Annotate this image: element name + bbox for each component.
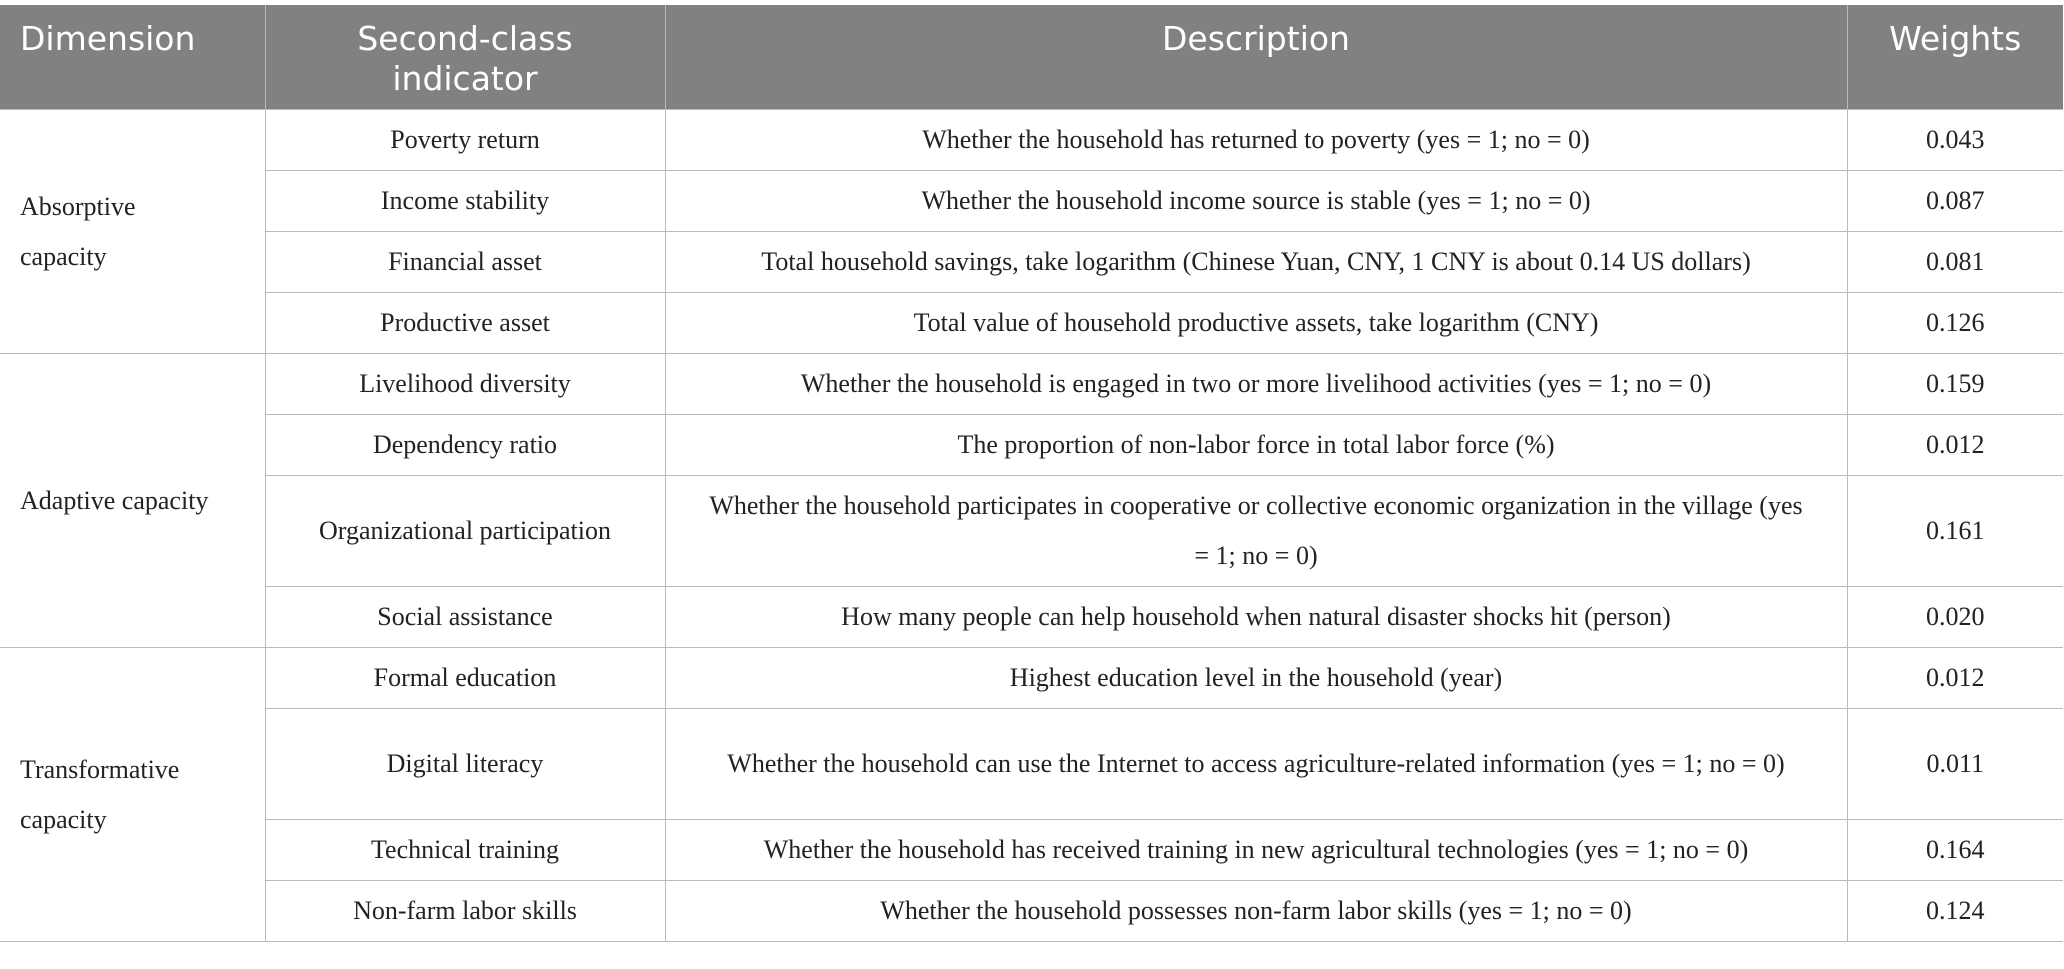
dimension-cell <box>0 110 265 354</box>
indicator-cell: Livelihood diversity <box>265 354 665 415</box>
indicator-cell: Dependency ratio <box>265 415 665 476</box>
weight-cell: 0.020 <box>1847 587 2063 648</box>
weight-cell: 0.012 <box>1847 415 2063 476</box>
description-cell: Whether the household has returned to poverty (yes = 1; no = 0) <box>665 110 1847 171</box>
indicator-cell: Poverty return <box>265 110 665 171</box>
weight-cell: 0.159 <box>1847 354 2063 415</box>
header-row <box>0 5 2063 110</box>
indicator-table <box>0 5 2063 942</box>
indicator-cell: Non-farm labor skills <box>265 881 665 942</box>
header-indicator: Second-class indicator <box>265 5 665 110</box>
description-cell: Whether the household possesses non-farm labor skills (yes = 1; no = 0) <box>665 881 1847 942</box>
weight-cell: 0.081 <box>1847 232 2063 293</box>
weight-cell: 0.161 <box>1847 476 2063 587</box>
dimension-label: Transformative capacity <box>20 754 180 834</box>
table-row <box>0 293 2063 354</box>
indicator-cell: Organizational participation <box>265 476 665 587</box>
table-header <box>0 5 2063 110</box>
table-row <box>0 820 2063 881</box>
description-cell: The proportion of non-labor force in total labor force (%) <box>665 415 1847 476</box>
table-row <box>0 232 2063 293</box>
weight-cell: 0.043 <box>1847 110 2063 171</box>
weight-cell: 0.124 <box>1847 881 2063 942</box>
table-row <box>0 110 2063 171</box>
table-row <box>0 476 2063 587</box>
description-cell: Whether the household can use the Internet to access agriculture-related information (yes = 1; no = 0) <box>665 709 1847 820</box>
weight-cell: 0.087 <box>1847 171 2063 232</box>
table-row <box>0 415 2063 476</box>
indicator-cell: Formal education <box>265 648 665 709</box>
description-cell: Total household savings, take logarithm (Chinese Yuan, CNY, 1 CNY is about 0.14 US dollars) <box>665 232 1847 293</box>
table-row <box>0 587 2063 648</box>
indicator-cell: Financial asset <box>265 232 665 293</box>
description-cell: Whether the household participates in cooperative or collective economic organization in the village (yes = 1; no = 0) <box>665 476 1847 587</box>
indicator-cell: Social assistance <box>265 587 665 648</box>
description-cell: Whether the household income source is stable (yes = 1; no = 0) <box>665 171 1847 232</box>
table-body <box>0 110 2063 942</box>
description-cell: Whether the household has received training in new agricultural technologies (yes = 1; no = 0) <box>665 820 1847 881</box>
weight-cell: 0.126 <box>1847 293 2063 354</box>
header-description: Description <box>665 5 1847 110</box>
table-row <box>0 171 2063 232</box>
description-cell: How many people can help household when natural disaster shocks hit (person) <box>665 587 1847 648</box>
table-row <box>0 648 2063 709</box>
weight-cell: 0.012 <box>1847 648 2063 709</box>
description-cell: Highest education level in the household (year) <box>665 648 1847 709</box>
dimension-label: Absorptive capacity <box>20 191 136 271</box>
table-row <box>0 354 2063 415</box>
weight-cell: 0.011 <box>1847 709 2063 820</box>
indicator-cell: Technical training <box>265 820 665 881</box>
dimension-cell <box>0 648 265 942</box>
table-row <box>0 881 2063 942</box>
description-cell: Whether the household is engaged in two or more livelihood activities (yes = 1; no = 0) <box>665 354 1847 415</box>
indicator-cell: Digital literacy <box>265 709 665 820</box>
indicator-cell: Income stability <box>265 171 665 232</box>
weight-cell: 0.164 <box>1847 820 2063 881</box>
description-cell: Total value of household productive assets, take logarithm (CNY) <box>665 293 1847 354</box>
header-dimension: Dimension <box>0 5 265 110</box>
table-row <box>0 709 2063 820</box>
header-weights: Weights <box>1847 5 2063 110</box>
dimension-cell: Adaptive capacity <box>0 354 265 648</box>
indicator-cell: Productive asset <box>265 293 665 354</box>
